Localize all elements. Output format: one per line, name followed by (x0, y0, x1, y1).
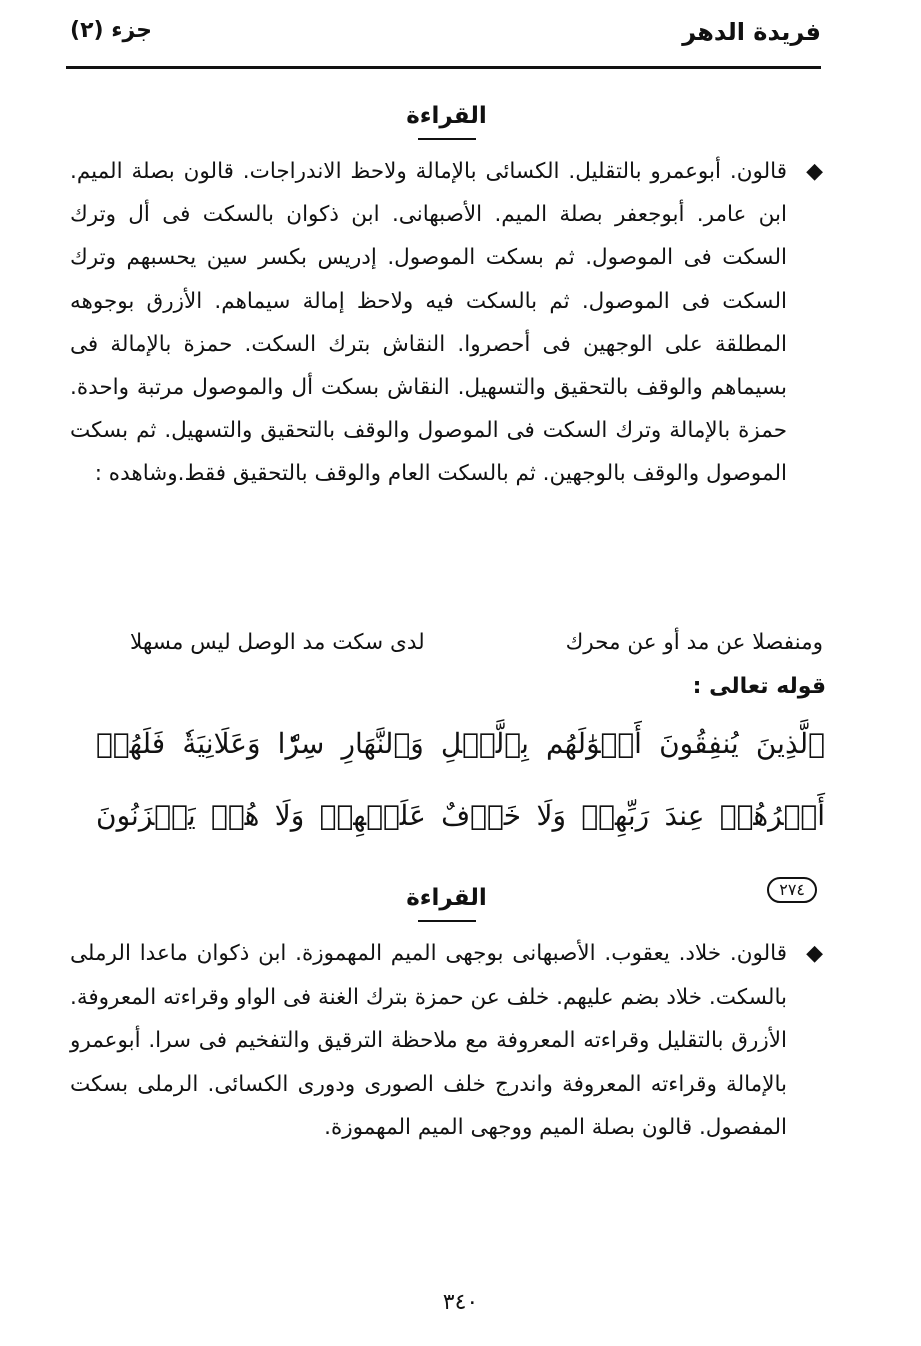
diamond-bullet-icon: ◆ (806, 159, 823, 184)
poetry-verse (130, 630, 823, 670)
header-rule (66, 66, 821, 69)
paragraph-text: قالون. أبوعمرو بالتقليل. الكسائى بالإمالة ولاحظ الاندراجات. قالون بصلة الميم. ابن عامر. أبوجعفر بصلة الميم. الأصبهانى. ابن ذكوان بالسكت فى أل وترك السكت فى الموصول. ثم بسكت الموصول. إدريس بكسر سين يحسبهم وترك السكت فى الموصول. ثم بالسكت فيه ولاحظ إمالة سيماهم. الأزرق بوجوهه المطلقة على الوجهين فى أحصروا. النقاش بترك السكت. حمزة بالإمالة فى بسيماهم والوقف بالتحقيق والتسهيل. النقاش بسكت أل والموصول مرتبة واحدة. حمزة بالإمالة وترك السكت فى الموصول والوقف بالتحقيق والتسهيل. ثم بسكت الموصول والوقف بالوجهين. ثم بالسكت العام والوقف بالتحقيق فقط.وشاهده : (70, 159, 787, 487)
page-number: ٣٤٠ (442, 1290, 479, 1315)
ayah-intro: قوله تعالى : (692, 674, 826, 699)
heading-underline (418, 138, 476, 140)
part-label: جزء (٢) (70, 18, 153, 43)
section-heading: القراءة (406, 885, 487, 911)
reading-paragraph (70, 932, 823, 1150)
heading-underline (418, 920, 476, 922)
section-reading-2 (70, 880, 823, 1150)
section-reading-1 (70, 98, 823, 496)
running-header (70, 18, 821, 58)
diamond-bullet-icon: ◆ (806, 941, 823, 966)
ayah-number-marker: ٢٧٤ (767, 877, 817, 903)
reading-paragraph (70, 150, 823, 496)
verse-second-hemistich: لدى سكت مد الوصل ليس مسهلا (130, 630, 425, 655)
book-title: فريدة الدهر (682, 18, 821, 46)
paragraph-text: قالون. خلاد. يعقوب. الأصبهانى بوجهى الميم المهموزة. ابن ذكوان ماعدا الرملى بالسكت. خلاد بضم عليهم. خلف عن حمزة بترك الغنة فى الواو وقراءته المعروفة. الأزرق بالتقليل وقراءته المعروفة مع ملاحظة الترقيق والتفخيم فى سرا. أبوعمرو بالإمالة وقراءته المعروفة واندرج خلف الصورى ودورى الكسائى. الرملى بسكت المفصول. قالون بصلة الميم ووجهى الميم المهموزة. (70, 941, 787, 1140)
section-heading: القراءة (406, 103, 487, 129)
ayah-text: ٱلَّذِينَ يُنفِقُونَ أَمۡوَٰلَهُم بِٱلَّيۡلِ وَٱلنَّهَارِ سِرّٗا وَعَلَانِيَةٗ فَلَهُمۡ أَجۡرُهُمۡ عِندَ رَبِّهِمۡ وَلَا خَوۡفٌ عَلَيۡهِمۡ وَلَا هُمۡ يَحۡزَنُونَ (96, 727, 825, 832)
verse-first-hemistich: ومنفصلا عن مد أو عن محرك (565, 630, 823, 655)
